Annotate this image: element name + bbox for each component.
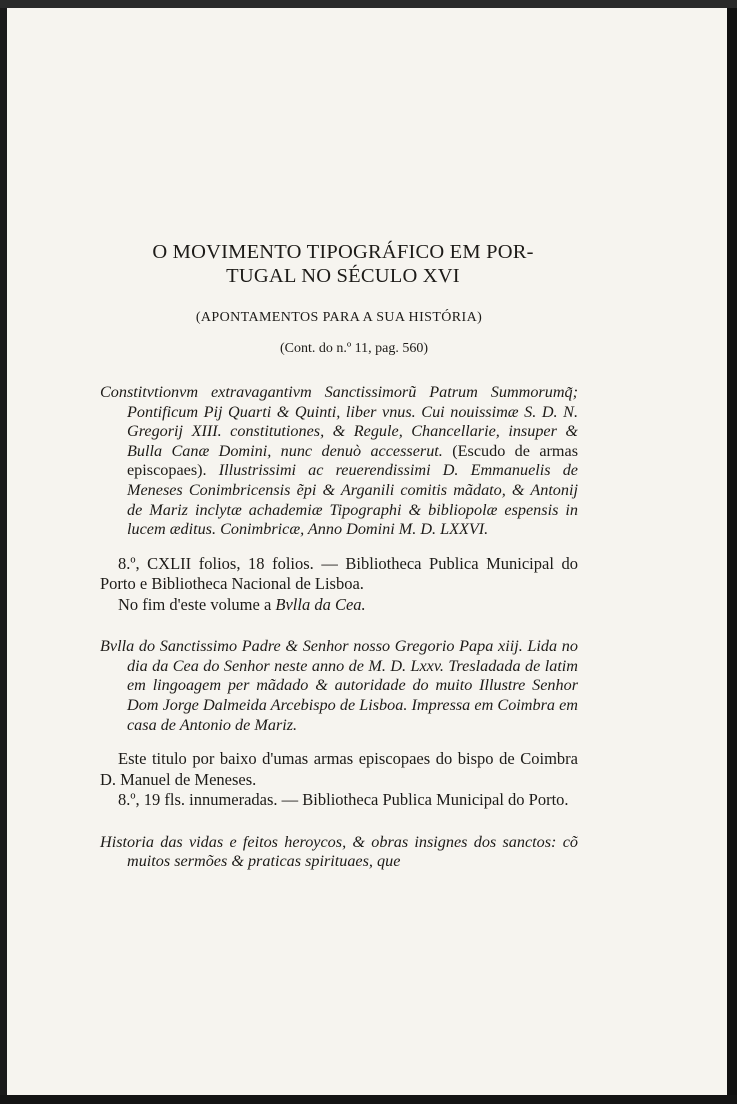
entry-1-title [100,383,578,540]
continuation-note: (Cont. do n.º 11, pag. 560) [279,341,429,356]
entry-3-title: Historia das vidas e feitos heroycos, & obras insignes dos sanctos: cõ muitos sermões & praticas spirituaes, que [100,832,578,871]
scan-border-left [0,0,7,1104]
entry-1-note-italic: Bvlla da Cea. [275,594,366,614]
entry-1-title-italic-2: Illustrissimi ac reuerendissimi D. Emmanuelis de Meneses Conimbricensis ẽpi & Arganili comitis mãdato, & Antonij de Mariz inclytæ achademiæ Tipographi & bibliopolæ espensis in lucem æditus. Conimbricæ, Anno Domini M. D. LXXVI. [127,461,578,539]
entry-2-description: Este titulo por baixo d'umas armas episcopaes do bispo de Coimbra D. Manuel de Meneses. [100,749,578,789]
scan-border-right [727,0,737,1104]
entry-1-note [100,595,578,616]
article-title-line-2: TUGAL NO SÉCULO XVI [226,265,460,287]
page-content [100,240,578,872]
article-title [108,240,578,288]
entry-1-title-italic-1: Constitvtionvm extravagantivm Sanctissimorũ Patrum Summorumq̃; Pontificum Pij Quarti & Quinti, liber vnus. Cui nouissimæ S. D. N. Gregorij XIII. constitutiones, & Regule, Chancellarie, insuper & Bulla Canæ Domini, nunc denuò accesserut. [100,383,578,460]
entry-1-note-text: No fim d'este volume a [118,594,276,614]
entry-1-description: 8.º, CXLII folios, 18 folios. — Bibliotheca Publica Municipal do Porto e Bibliotheca Nacional de Lisboa. [100,553,578,594]
entry-1-title-upright: (Escudo de armas episcopaes). [127,441,579,480]
article-title-line-1: O MOVIMENTO TIPOGRÁFICO EM POR- [152,241,534,263]
scan-border-bottom [0,1095,737,1104]
scan-border-top [0,0,737,8]
entry-2-details: 8.º, 19 fls. innumeradas. — Bibliotheca Publica Municipal do Porto. [118,790,569,810]
article-subtitle: (APONTAMENTOS PARA A SUA HISTÓRIA) [195,310,483,325]
entry-2-title: Bvlla do Sanctissimo Padre & Senhor nosso Gregorio Papa xiij. Lida no dia da Cea do Senhor neste anno de M. D. Lxxv. Tresladada de latim em lingoagem per mãdado & autoridade do muito Illustre Senhor Dom Jorge Dalmeida Arcebispo de Lisboa. Impressa em Coimbra em casa de Antonio de Mariz. [100,637,578,734]
